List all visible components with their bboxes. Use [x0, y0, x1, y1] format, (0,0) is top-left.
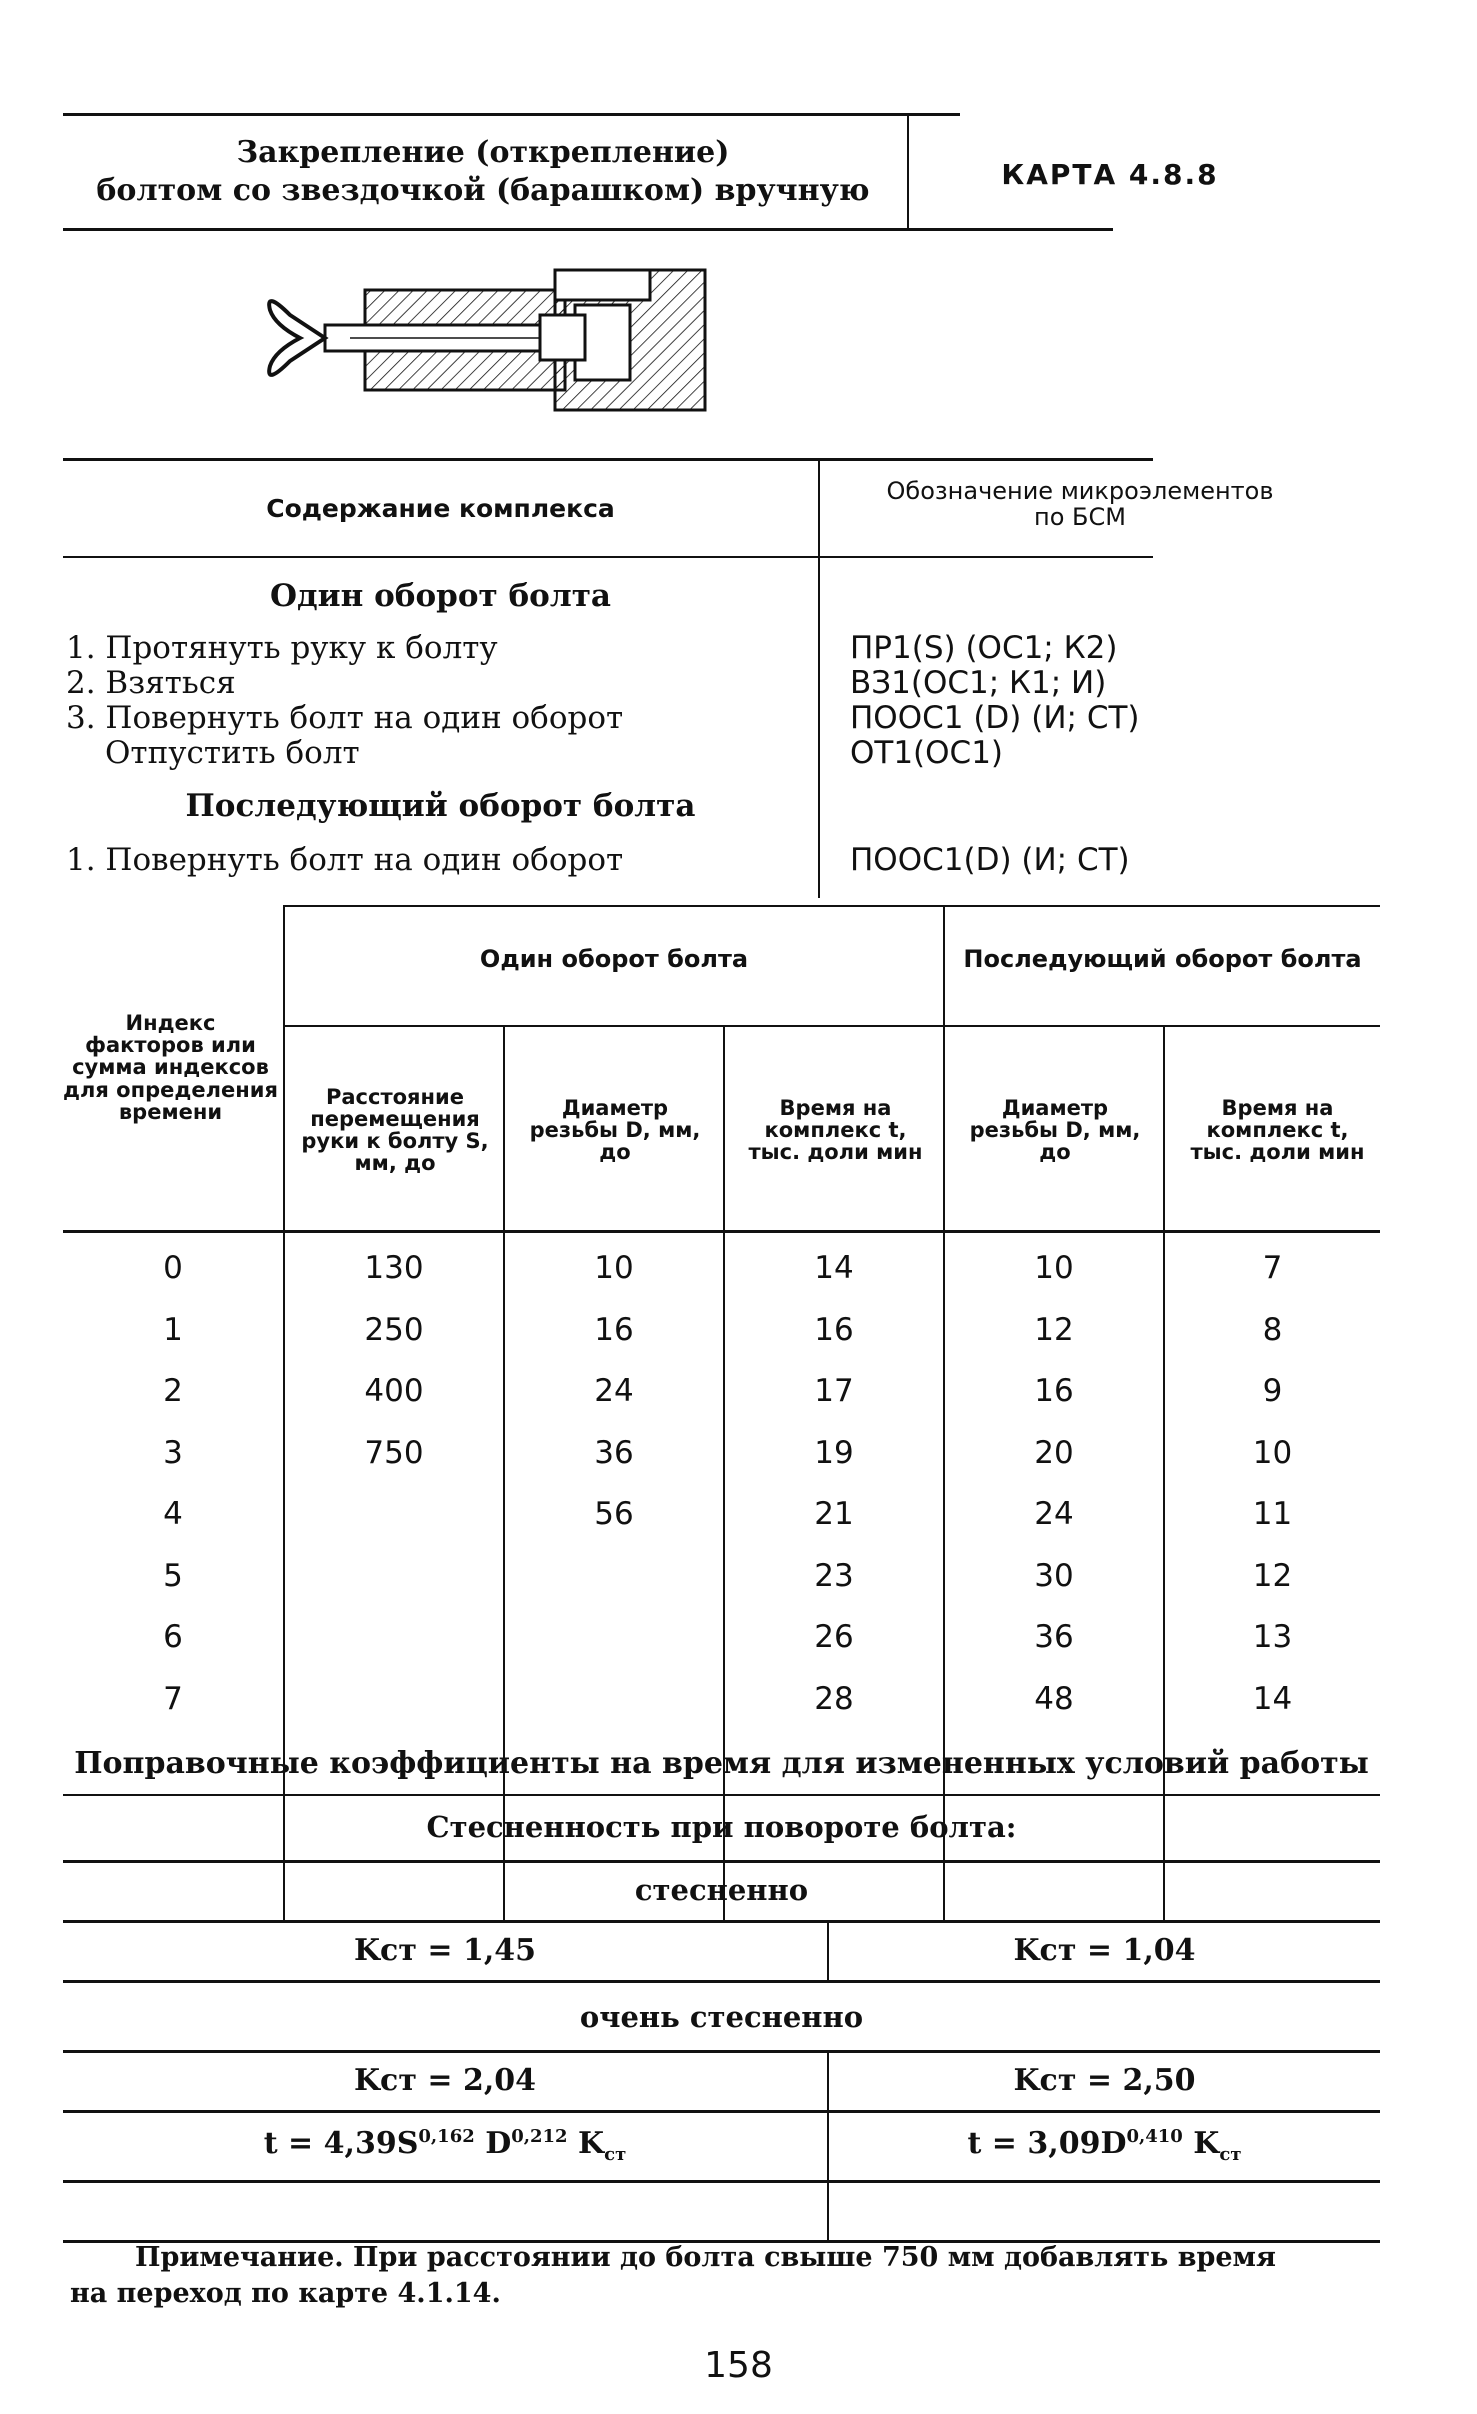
table-cell [505, 1669, 723, 1731]
table-cell [505, 1607, 723, 1669]
table-cell [285, 1607, 503, 1669]
note-line2: на переход по карте 4.1.14. [70, 2278, 501, 2309]
formula-left-exp2: 0,212 [511, 2125, 568, 2147]
step-code: ПООС1 (D) (И; СТ) [850, 700, 1140, 736]
section1-title: Один оборот болта [269, 578, 612, 614]
section2-title: Последующий оборот болта [185, 788, 696, 824]
card-title [63, 134, 903, 210]
formula-left-k: K [567, 2125, 605, 2161]
table-cell: 400 [364, 1373, 424, 1410]
table-cell: 24 [1034, 1496, 1074, 1533]
microelements-header-line2: по БСМ [1034, 503, 1126, 531]
formula-right-exp: 0,410 [1126, 2125, 1183, 2147]
table-cell: 13 [1252, 1619, 1293, 1656]
table-cell: 8 [1262, 1311, 1283, 1348]
table-cell: 5 [163, 1557, 183, 1594]
k-cramped-right: Kст = 1,04 [1013, 1933, 1196, 1969]
table-cell: 10 [1252, 1434, 1293, 1471]
complex-content-header: Содержание комплекса [266, 494, 615, 523]
table-cell: 16 [594, 1311, 634, 1348]
k-cramped-left: Kст = 1,45 [353, 1933, 537, 1969]
table-cell: 3 [163, 1434, 183, 1471]
card-number: КАРТА 4.8.8 [1001, 158, 1219, 191]
note [70, 2240, 1400, 2312]
group-header-first-turn: Один оборот болта [479, 945, 749, 974]
table-cell: 24 [594, 1373, 634, 1410]
table-cell: 20 [1034, 1434, 1074, 1471]
table-cell: 14 [814, 1250, 854, 1287]
table-cell: 0 [163, 1250, 183, 1287]
step-text: Отпустить болт [105, 735, 360, 771]
step-code: ПР1(S) (ОС1; К2) [850, 630, 1118, 666]
step-text: 3. Повернуть болт на один оборот [66, 700, 624, 736]
table-cell: 36 [594, 1434, 634, 1471]
table-cell: 250 [364, 1311, 424, 1348]
table-cell: 36 [1034, 1619, 1074, 1656]
table-cell: 16 [814, 1311, 854, 1348]
corrections-subtitle: Стесненность при повороте болта: [426, 1810, 1017, 1845]
table-cell: 30 [1034, 1557, 1074, 1594]
col-header-diameter: Диаметр резьбы D, мм, до [529, 1095, 701, 1165]
table-cell: 10 [594, 1250, 634, 1287]
cramped-label: стесненно [634, 1872, 809, 1907]
step-code: ПООС1(D) (И; СТ) [850, 842, 1130, 878]
note-line1: Примечание. При расстоянии до болта свыше 750 мм добавлять время [135, 2242, 1276, 2273]
formula-left-mid: D [474, 2125, 512, 2161]
formula-first-turn [63, 2114, 827, 2178]
table-cell: 2 [163, 1373, 183, 1410]
table-cell: 7 [163, 1680, 183, 1717]
table-cell: 56 [594, 1496, 634, 1533]
k-very-cramped-left: Kст = 2,04 [353, 2063, 537, 2099]
step-code: ОТ1(ОС1) [850, 735, 1004, 771]
table-cell: 26 [814, 1619, 854, 1656]
step-text: 1. Повернуть болт на один оборот [66, 842, 624, 878]
table-cell: 12 [1252, 1557, 1293, 1594]
table-cell: 750 [364, 1434, 424, 1471]
page-number: 158 [704, 2345, 773, 2386]
table-cell [285, 1669, 503, 1731]
table-cell: 130 [364, 1250, 424, 1287]
col-header-distance: Расстояние перемещения руки к болту S, мм, до [301, 1084, 489, 1176]
card-title-line2: болтом со звездочкой (барашком) вручную [96, 173, 870, 208]
very-cramped-label: очень стесненно [579, 2000, 864, 2035]
microelements-header [820, 478, 1340, 530]
formula-right-base: t = 3,09D [967, 2125, 1127, 2161]
table-cell: 1 [163, 1311, 183, 1348]
table-cell: 28 [814, 1680, 854, 1717]
table-cell: 12 [1034, 1311, 1074, 1348]
table-cell: 7 [1262, 1250, 1283, 1287]
formula-right-k: K [1182, 2125, 1220, 2161]
formula-next-turn [829, 2114, 1380, 2178]
step-code: ВЗ1(ОС1; К1; И) [850, 665, 1107, 701]
col-header-diameter-2: Диаметр резьбы D, мм, до [969, 1095, 1141, 1165]
group-header-next-turn: Последующий оборот болта [963, 945, 1362, 974]
table-cell: 23 [814, 1557, 854, 1594]
table-cell: 4 [163, 1496, 183, 1533]
table-cell: 10 [1034, 1250, 1074, 1287]
table-cell [285, 1546, 503, 1608]
formula-right-k-sub: ст [1219, 2143, 1242, 2165]
table-cell: 21 [814, 1496, 854, 1533]
table-cell: 11 [1252, 1496, 1293, 1533]
step-text: 2. Взяться [66, 665, 236, 701]
index-header: Индекс факторов или сумма индексов для определения времени [63, 1011, 278, 1124]
table-cell [505, 1546, 723, 1608]
formula-left-base: t = 4,39S [263, 2125, 419, 2161]
card-title-line1: Закрепление (открепление) [236, 135, 730, 170]
microelements-header-line1: Обозначение микроэлементов [886, 477, 1274, 505]
formula-left-exp1: 0,162 [418, 2125, 475, 2147]
col-header-time-2: Время на комплекс t, тыс. доли мин [1190, 1095, 1365, 1165]
corrections-title: Поправочные коэффициенты на время для измененных условий работы [74, 1746, 1369, 1782]
wing-bolt-drawing-icon [250, 255, 730, 420]
table-cell: 17 [814, 1373, 854, 1410]
table-cell [285, 1484, 503, 1546]
table-cell: 48 [1034, 1680, 1074, 1717]
col-header-time: Время на комплекс t, тыс. доли мин [748, 1095, 923, 1165]
table-cell: 14 [1252, 1680, 1293, 1717]
formula-left-k-sub: ст [604, 2143, 627, 2165]
table-cell: 6 [163, 1619, 183, 1656]
table-cell: 9 [1262, 1373, 1283, 1410]
table-cell: 19 [814, 1434, 854, 1471]
step-text: 1. Протянуть руку к болту [66, 630, 498, 666]
table-cell: 16 [1034, 1373, 1074, 1410]
k-very-cramped-right: Kст = 2,50 [1013, 2063, 1196, 2099]
